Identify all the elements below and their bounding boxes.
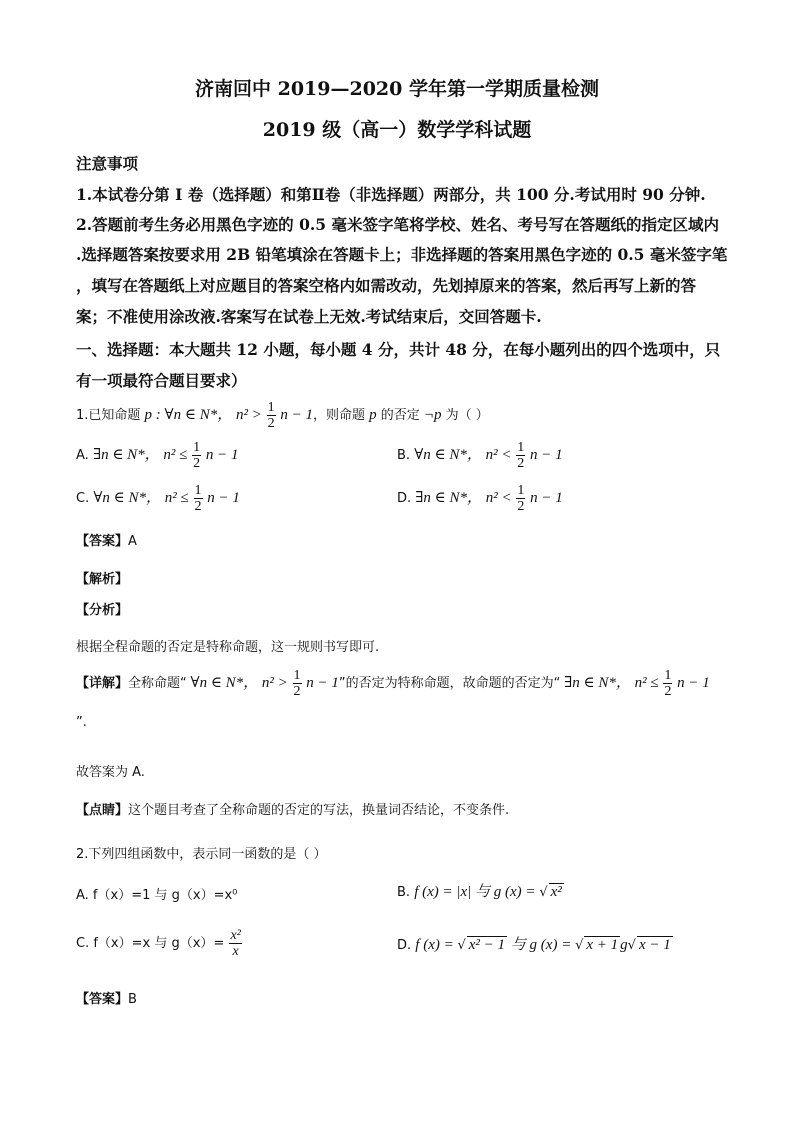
section-heading-line-1: 一、选择题：本大题共 12 小题，每小题 4 分，共计 48 分，在每小题列出的四个选项中，只 [76,340,721,359]
q2-answer: 【答案】B [76,992,137,1007]
q2-option-a: A. f（x）=1 与 g（x）=x⁰ [76,888,238,903]
notes-line-3: .选择题答案按要求用 2B 铅笔填涂在答题卡上；非选择题的答案用黑色字迹的 0.5 毫米签字笔 [76,245,728,264]
q2-option-b: B. f (x) = |x| 与 g (x) = √ x² [397,884,562,900]
q1-detail: 【详解】全称命题“ ∀n ∈ N*， n² > $\frac{1}{2}$ n − 1”的否定为特称命题，故命题的否定为“ ∃n ∈ N*， n² ≤ $\frac{1}{2}$ n − 1 [76,668,710,699]
exam-subtitle: 2019 级（高一）数学学科试题 [262,119,532,141]
q1-stem-fraction: $\frac{1}{2}$ [267,400,275,431]
q1-answer: 【答案】A [76,534,137,549]
q1-conclusion: 故答案为 A. [76,765,145,780]
q1-fenxi-tag: 【分析】 [76,603,129,618]
notes-line-5: 案；不准使用涂改液.客案写在试卷上无效.考试结束后，交回答题卡. [76,307,542,326]
notes-line-4: ，填写在答题纸上对应题目的答案空格内如需改动，先划掉原来的答案，然后再写上新的答 [76,276,697,295]
q1-comment: 【点睛】这个题目考查了全称命题的否定的写法，换量词否结论，不变条件. [76,803,510,818]
q1-analysis-tag: 【解析】 [76,572,129,587]
q1-option-c: C. ∀n ∈ N*， n² ≤ $\frac{1}{2}$ n − 1 [76,483,240,514]
notes-line-1: 1.本试卷分第 I 卷（选择题）和第Ⅱ卷（非选择题）两部分，共 100 分.考试用时 90 分钟. [76,185,706,204]
q2-option-c: C. f（x）=x 与 g（x）= $\frac{\text{x²}}{x}$ [76,928,241,959]
q1-detail-end: ”. [76,715,87,730]
section-heading-line-2: 有一项最符合题目要求） [76,371,247,390]
q1-stem: 1.已知命题 p : ∀n ∈ N*， n² > $\frac{1}{2}$ n − 1，则命题 p 的否定 ¬p 为（ ） [76,400,489,431]
q1-option-d: D. ∃n ∈ N*， n² < $\frac{1}{2}$ n − 1 [397,483,563,514]
q1-fenxi-text: 根据全程命题的否定是特称命题，这一规则书写即可. [76,640,380,655]
exam-title: 济南回中 2019—2020 学年第一学期质量检测 [195,78,599,100]
q2-option-d: D. f (x) = √ x² − 1 与 g (x) = √ x + 1 g√ x − 1 [397,937,671,953]
q1-option-b: B. ∀n ∈ N*， n² < $\frac{1}{2}$ n − 1 [397,440,563,471]
notes-line-2: 2.答题前考生务必用黑色字迹的 0.5 毫米签字笔将学校、姓名、考号写在答题纸的指定区域内 [76,215,719,234]
q1-option-a: A. ∃n ∈ N*， n² ≤ $\frac{1}{2}$ n − 1 [76,440,239,471]
notes-heading: 注意事项 [76,154,139,173]
q2-stem: 2.下列四组函数中，表示同一函数的是（ ） [76,847,327,862]
